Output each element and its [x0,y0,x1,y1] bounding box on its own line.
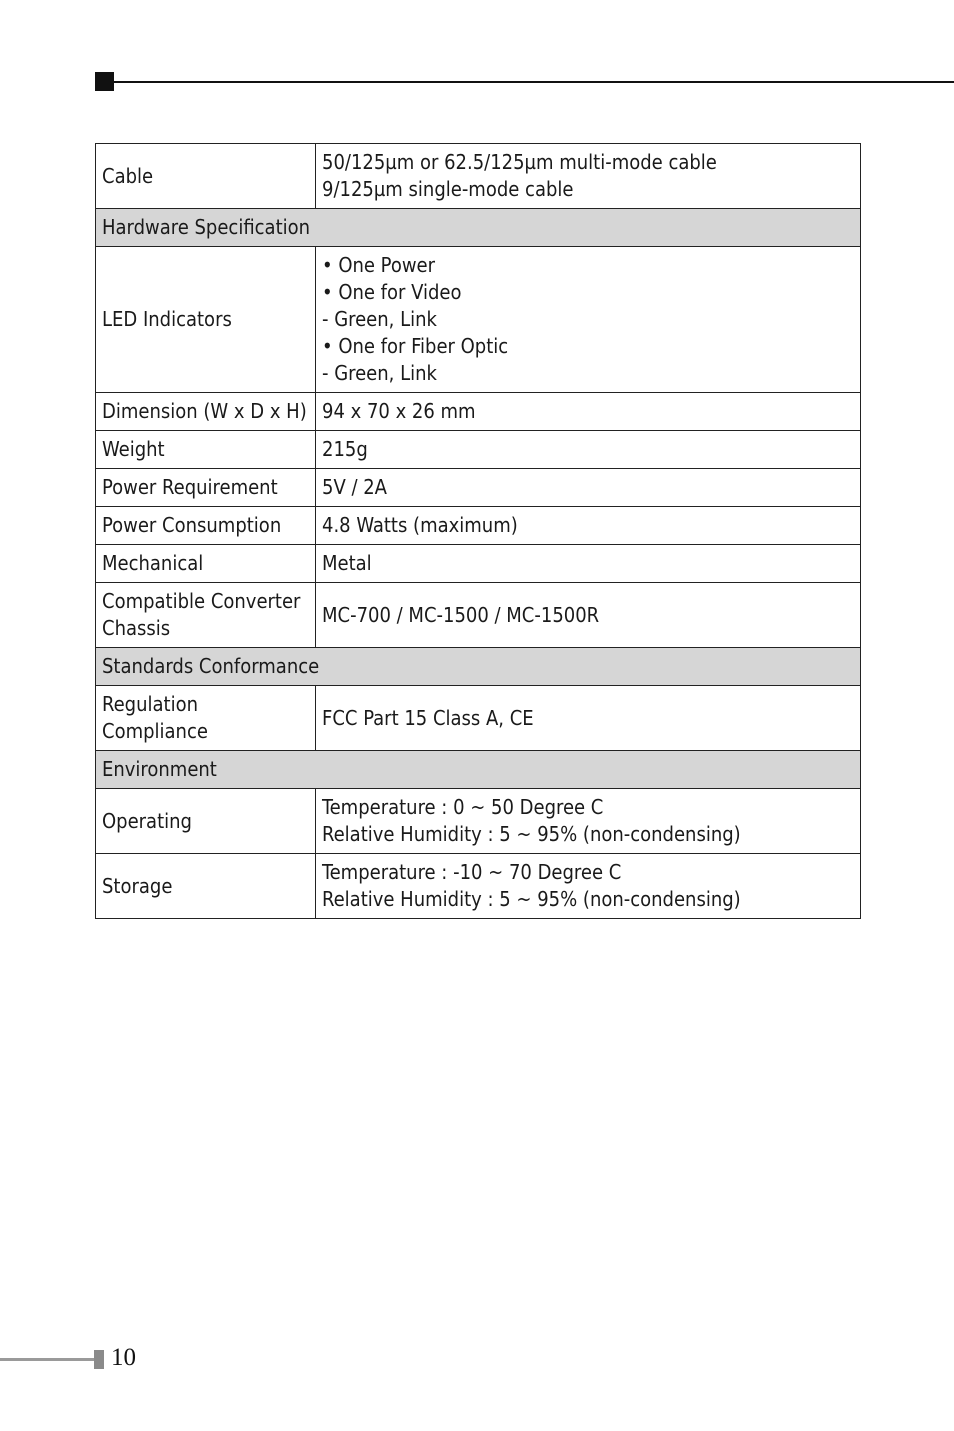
spec-label-cell: Storage [96,854,316,919]
table-row [96,789,861,854]
table-row [96,393,861,431]
header-rule [95,81,954,83]
section-header-row [96,209,861,247]
table-row [96,431,861,469]
table-row [96,545,861,583]
page-number: 10 [111,1344,136,1371]
spec-value-cell: 5V / 2A [316,469,861,507]
table-row [96,583,861,648]
spec-value-cell: 4.8 Watts (maximum) [316,507,861,545]
spec-value-cell: Temperature : 0 ~ 50 Degree C Relative Humidity : 5 ~ 95% (non-condensing) [316,789,861,854]
spec-value-cell: • One Power • One for Video - Green, Link • One for Fiber Optic - Green, Link [316,247,861,393]
table-row [96,854,861,919]
spec-value-cell: FCC Part 15 Class A, CE [316,686,861,751]
table-row [96,507,861,545]
spec-value-cell: 215g [316,431,861,469]
spec-label-cell: Cable [96,144,316,209]
spec-label-cell: Regulation Compliance [96,686,316,751]
table-row [96,247,861,393]
spec-label-cell: Power Requirement [96,469,316,507]
section-header-label: Standards Conformance [96,648,861,686]
section-header-label: Hardware Specification [96,209,861,247]
spec-label-cell: Power Consumption [96,507,316,545]
specification-table-body [96,144,861,919]
spec-value-cell: 94 x 70 x 26 mm [316,393,861,431]
footer-block-marker [94,1350,104,1369]
section-header-label: Environment [96,751,861,789]
spec-label-cell: Weight [96,431,316,469]
table-row [96,686,861,751]
section-header-row [96,751,861,789]
spec-value-cell: MC-700 / MC-1500 / MC-1500R [316,583,861,648]
section-header-row [96,648,861,686]
table-row [96,469,861,507]
spec-value-cell: Temperature : -10 ~ 70 Degree C Relative Humidity : 5 ~ 95% (non-condensing) [316,854,861,919]
table-row [96,144,861,209]
footer-rule [0,1358,96,1361]
spec-value-cell: 50/125µm or 62.5/125µm multi-mode cable 9/125µm single-mode cable [316,144,861,209]
spec-label-cell: Mechanical [96,545,316,583]
specification-table [95,143,861,919]
spec-value-cell: Metal [316,545,861,583]
spec-label-cell: Compatible Converter Chassis [96,583,316,648]
spec-label-cell: LED Indicators [96,247,316,393]
spec-label-cell: Dimension (W x D x H) [96,393,316,431]
spec-label-cell: Operating [96,789,316,854]
